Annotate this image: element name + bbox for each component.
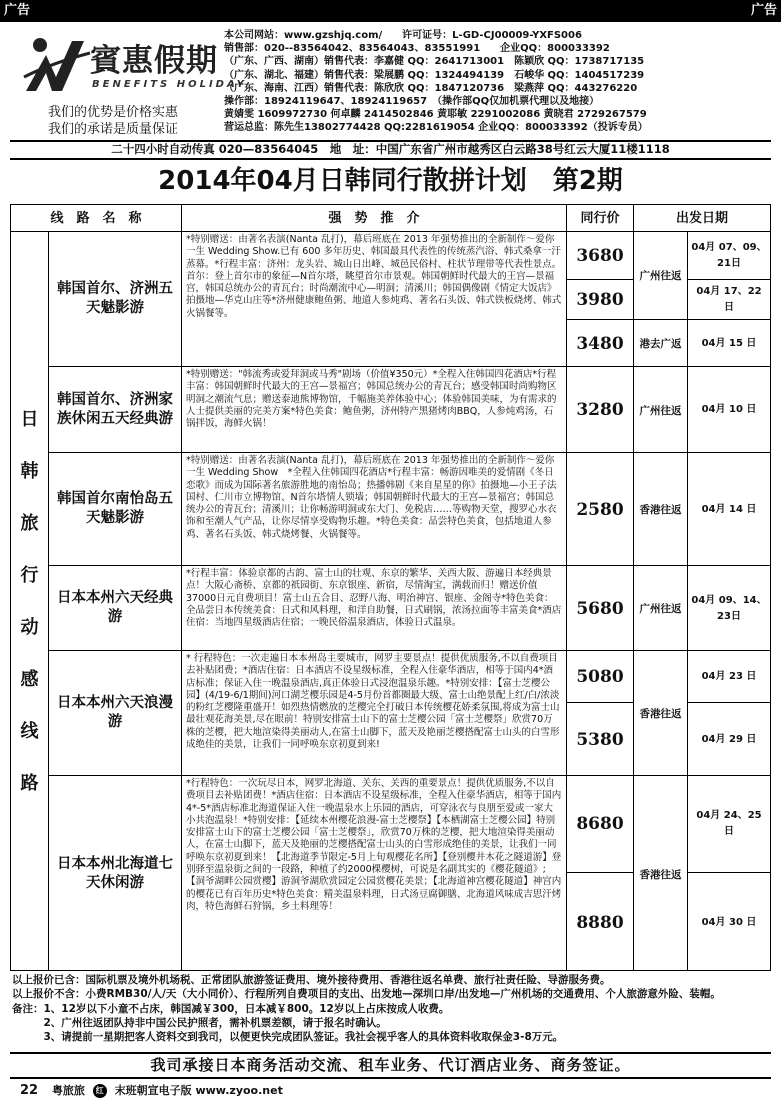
price-value: 3680 (567, 232, 634, 280)
page-title: 2014年04月日韩同行散拼计划 第2期 (158, 166, 623, 196)
company-logo-icon (22, 33, 92, 97)
side-char: 线 (20, 721, 39, 742)
price-value: 3980 (567, 280, 634, 320)
route-name: 日本本州六天经典游 (49, 566, 182, 650)
footer-site: 末班朝宣电子版 www.zyoo.net (114, 1084, 283, 1097)
departure-city: 广州往返 (634, 566, 688, 651)
header-desc: 强 势 推 介 (182, 205, 567, 232)
price-value: 5680 (567, 566, 634, 651)
route-description: *特别赠送：由著名表演(Nanta 乱打)，幕后班底在 2013 年强势推出的全新制作～爱你一生 Wedding Show *全程入住韩国四花酒店*行程丰富：畅游因唯美的爱情剧《冬日恋歌》而成为国际著名旅游胜地的南怡岛；热播韩剧《来自星星的你》拍摄地—小王子法国村、仁川市立博物馆、N首尔塔情人锁墙；韩国朝鲜时代最大的王宫—景福宫；韩国总统办公的青瓦台；清溪川；让你畅游明洞或东大门、免税店……等购物天堂，搜罗心水衣饰和至潮人气产品，让你尽情享受购物乐趣。*特色美食：品尝特色美食，包括地道人参鸡、著名石头饭、韩式烧烤餐、火锅餐等。 (182, 453, 567, 565)
contact-line: 本公司网站：www.gzshjq.com/ 许可证号：L-GD-CJ00009-YXFS006 (224, 30, 582, 41)
note-line: 2、广州往返团队持非中国公民护照者，需补机票差额，请于报名时确认。 (12, 1016, 387, 1029)
top-ad-strip (0, 0, 781, 22)
departure-city: 香港往返 (634, 453, 688, 566)
side-char: 动 (20, 617, 39, 638)
brand-en: BENEFITS HOLIDAY (92, 79, 247, 90)
contact-line: 营运总监：陈先生13802774428 QQ:2281619054 企业QQ：800033392（投诉专员） (224, 122, 648, 134)
route-name: 日本本州六天浪漫游 (49, 651, 182, 775)
header-route: 线 路 名 称 (11, 205, 182, 232)
price-value: 5380 (567, 703, 634, 776)
note-line: 以上报价已含：国际机票及境外机场税、正常团队旅游签证费用、境外接待费用、香港往返名单费、旅行社责任险、导游服务费。 (12, 974, 611, 986)
page-number: 22 (20, 1083, 39, 1098)
contact-line: （广东、海南、江西）销售代表：陈欣欣 QQ：1847120736 梁燕萍 QQ：443276220 (224, 82, 638, 94)
price-value: 2580 (567, 453, 634, 566)
route-description: *行程丰富：体验京都的古韵、富士山的壮观、东京的繁华、关西大阪、游遍日本经典景点！大阪心斋桥、京都的祇园街、东京银座、新宿，尽情淘宝，满载而归！赠送价值37000日元自费项目！富士山五合目、忍野八海、明治神宫、银座、金阁寺*特色美食：全品尝日本传统美食：日式和风料理，和洋自助餐，日式刷锅，浓汤拉面等丰富美食*酒店住宿：当地四星级酒店住宿；一晚民俗温泉酒店，体验日式温泉。 (182, 566, 567, 650)
note-line: 3、请提前一星期把客人资料交到我司，以便更快完成团队签证。我社会视乎客人的具体资料收取保金3-8万元。 (12, 1031, 564, 1044)
side-char: 旅 (20, 513, 39, 534)
ad-label-left: 广告 (4, 3, 31, 18)
side-char: 路 (20, 773, 39, 794)
divider (10, 158, 771, 160)
price-value: 3280 (567, 367, 634, 453)
departure-dates: 04月 15 日 (701, 337, 757, 349)
departure-dates: 04月 23 日 (688, 651, 770, 703)
header-price: 同行价 (567, 205, 634, 232)
contact-line: （广东、广西、湖南）销售代表：李嘉健 QQ：2641713001 陈颖欣 QQ：1738717135 (224, 56, 645, 68)
route-description: *行程特色：一次玩尽日本，网罗北海道、关东、关西的重要景点！提供优质服务,不以自费项目去补贴团费！*酒店住宿：日本酒店不设星级标准，全程入住豪华酒店，相等于国内4*-5*酒店标准北海道保证入住一晚温泉水上乐园的酒店，可穿泳衣与良朋至爱或一家大小共泡温泉！*特别安排：【延续本州樱花浪漫-富士芝樱祭】【本栖湖富士芝樱公园】特别安排富士山下的富士芝樱公园「富士芝樱祭」，欣赏70万株的芝樱，把大地渲染得美丽动人，在富士山脚下，蓝天及艳丽的芝樱搭配富士山头的白雪形成绝佳的美景，让我们一同呼唤东京初夏到来！【北海道季节限定-5月上旬观樱花名所】【登别樱井木花之隧道游】登别驿至温泉街之间的一段路，种植了约2000棵樱树，可说是名副其实的《樱花隧道》;【洞爷湖畔公园赏樱】游洞爷湖欣赏园定公园赏樱花美景；【北海道神宫樱花隧道】神宫内的樱花已有百年历史*特色美食：精美温泉料理，日式汤豆腐御膳、北海道风味成吉思汗烤肉，特色海鲜石狩锅，乡土料理等！ (182, 776, 567, 971)
side-label (11, 232, 49, 971)
publisher-logo-icon: 红 (93, 1084, 107, 1098)
route-name: 韩国首尔、济洲家族休闲五天经典游 (49, 367, 182, 452)
brand-name: 賓惠假期 (90, 43, 218, 79)
route-description: *特别赠送：由著名表演(Nanta 乱打)，幕后班底在 2013 年强势推出的全新制作～爱你一生 Wedding Show.已有 600 多年历史、韩国最具代表性的传统蒸汽浴、韩式桑拿一汗蒸幕。*行程丰富：济州：龙头岩、城山日出峰、城邑民俗村、柱状节理带等代表性景点。首尔：登上首尔市的象征—N首尔塔，眺望首尔市景观。韩国朝鲜时代最大的王宫—景福宫，韩国总统办公的青瓦台；时尚潮流中心—明洞；清溪川；韩国偶像剧《情定大饭店》拍摄地—华克山庄等*济州健康鲍鱼粥、地道人参炖鸡、著名石头饭、韩式铁板烧烤、韩式火锅餐等。 (182, 232, 567, 366)
slogan-1: 我们的优势是价格实惠 (48, 105, 179, 120)
side-char: 感 (20, 669, 39, 690)
page-footer (20, 1082, 283, 1098)
route-name: 韩国首尔南怡岛五天魅影游 (49, 453, 182, 565)
departure-dates: 04月 29 日 (701, 733, 757, 745)
side-char: 行 (20, 565, 39, 586)
side-char: 日 (20, 409, 39, 430)
side-char: 韩 (20, 461, 39, 482)
contact-block (224, 29, 769, 135)
schedule-table (10, 204, 771, 971)
price-value: 5080 (567, 651, 634, 703)
table-row (49, 776, 770, 971)
departure-city: 广州往返 (634, 367, 688, 453)
service-line: 我司承接日本商务活动交流、租车业务、代订酒店业务、商务签证。 (150, 1056, 631, 1074)
route-name: 日本本州北海道七天休闲游 (49, 776, 182, 971)
contact-line: 黄婧雯 1609972730 何卓麟 2414502846 黄耶敏 2291002086 黄晓君 2729267579 (224, 109, 647, 121)
departure-city: 港去广返 (634, 320, 688, 367)
contact-line: （广东、湖北、福建）销售代表：梁展鹏 QQ：1324494139 石峻华 QQ：1404517239 (224, 69, 645, 81)
departure-dates: 04月 30 日 (701, 916, 757, 928)
departure-dates: 04月 10 日 (701, 404, 757, 415)
divider (10, 1077, 771, 1079)
table-row (49, 566, 770, 651)
departure-dates: 04月 24、25 日 (688, 776, 770, 873)
ad-label-right: 广告 (750, 3, 777, 18)
note-line: 备注：1、12岁以下小童不占床，韩国减￥300，日本减￥800。12岁以上占床按成人收费。 (12, 1002, 450, 1015)
paper-name: 粤旅旅 (51, 1084, 85, 1097)
route-description: *特别赠送："韩流秀或爱拜洞或马秀"剧场（价值¥350元）*全程入住韩国四花酒店*行程丰富：韩国朝鲜时代最大的王宫—景福宫；韩国总统办公的青瓦台；感受韩国时尚购物区明洞之潮流气息；赠送泰迪熊博物馆，千幅施美养体验中心；体验韩国美味，为有需求的人士提供美丽的完美方案*特色美食：鲍鱼粥，济州特产黑猪烤肉BBQ，人参炖鸡汤，石锅拌饭，海鲜火锅！ (182, 367, 567, 452)
route-name: 韩国首尔、济洲五天魅影游 (49, 232, 182, 366)
price-notes (12, 973, 769, 1044)
contact-line: 操作部：18924119647、18924119657 （操作部QQ仅加机票代理以及地接） (224, 96, 600, 108)
price-value: 3480 (567, 320, 634, 367)
address-bar: 二十四小时自动传真 020—83564045 地 址：中国广东省广州市越秀区白云路38号红云大厦11楼1118 (111, 142, 670, 156)
note-line: 以上报价不含：小费RMB30/人/天（大小同价）、行程所列自费项目的支出、出发地—深圳口岸/出发地—广州机场的交通费用、个人旅游意外险、装帽。 (12, 988, 721, 1001)
company-header (10, 25, 771, 138)
header-schedule: 出发日期 (634, 205, 770, 232)
table-row (49, 367, 770, 453)
table-row (49, 651, 770, 776)
departure-dates: 04月 07、09、21日 (688, 232, 770, 280)
route-description: * 行程特色：一次走遍日本本州岛主要城市，网罗主要景点！提供优质服务,不以自费项目去补贴团费；*酒店住宿：日本酒店不设星级标准，全程入住豪华酒店，相等于国内4*酒店标准；保证入住一晚温泉酒店,真正体验日式浸泡温泉乐趣。*特别安排：【富士芝樱公园】(4/19-6/1期间)河口湖芝樱乐园是4-5月份首都圈最大级、富士山绝景配上红/白/浓淡的粉红芝樱隆重盛开！如烈热情燃放的芝樱完全打破日本传统樱花娇柔氛围,将成为富士山最壮观花海美景,尽在眼前！特别安排富士山下的富士芝樱公园「富士芝樱祭」欣赏70万株的芝樱，把大地渲染得美丽动人,在富士山脚下，蓝天及艳丽芝樱搭配富士山头的白雪形成绝佳的美景，让我们一同呼唤东京初夏到来! (182, 651, 567, 775)
departure-dates: 04月 09、14、23日 (691, 594, 767, 622)
contact-line: 销售部：020--83564042、83564043、83551991 企业QQ：800033392 (224, 43, 610, 55)
departure-city: 香港往返 (634, 651, 688, 776)
departure-dates: 04月 17、22 日 (688, 280, 770, 320)
departure-city: 广州往返 (634, 232, 688, 320)
price-value: 8880 (567, 873, 634, 971)
table-row (49, 453, 770, 566)
departure-city: 香港往返 (634, 776, 688, 971)
slogan-2: 我们的承诺是质量保证 (48, 122, 179, 137)
price-value: 8680 (567, 776, 634, 873)
table-row (49, 232, 770, 367)
departure-dates: 04月 14 日 (701, 503, 757, 515)
